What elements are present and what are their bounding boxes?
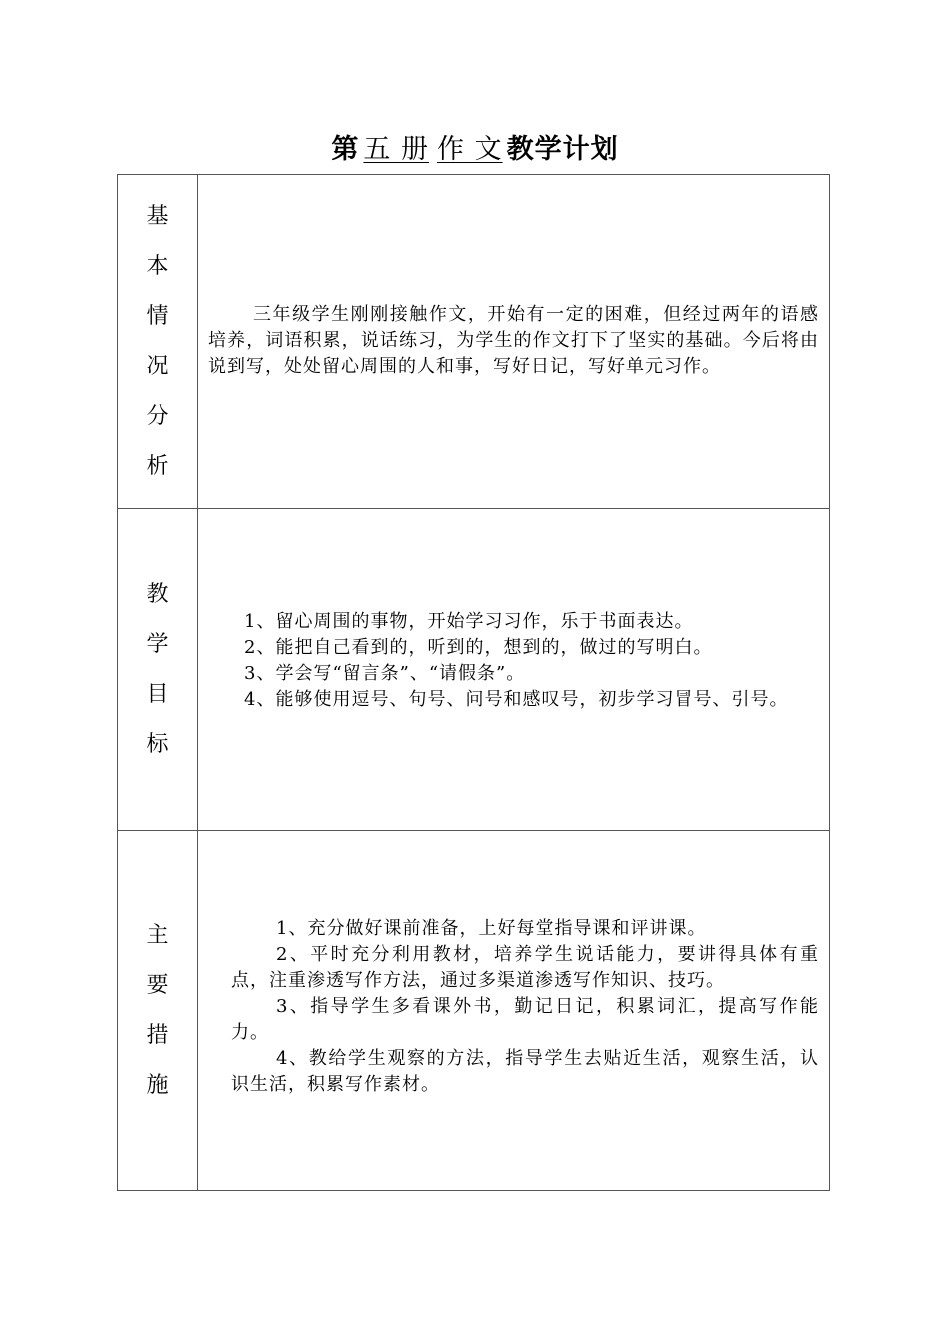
title-suffix: 教学计划 <box>506 134 619 165</box>
analysis-paragraph: 三年级学生刚刚接触作文，开始有一定的困难，但经过两年的语感培养，词语积累，说话练习，为学生的作文打下了坚实的基础。今后将由说到写，处处留心周围的人和事，写好日记，写好单元习作。 <box>208 303 819 377</box>
goals-list <box>208 609 819 713</box>
row-label: 主要措施 <box>146 922 169 1098</box>
measure-item: 2、平时充分利用教材，培养学生说话能力，要讲得具体有重点，注重渗透写作方法，通过多渠道渗透写作知识、技巧。 <box>231 943 819 991</box>
row-teaching-goals <box>118 509 830 831</box>
row-label-cell <box>118 509 198 831</box>
row-main-measures <box>118 831 830 1191</box>
row-situation-analysis <box>118 175 830 509</box>
title-subject: 作 文 <box>437 134 503 165</box>
goal-item: 4、能够使用逗号、句号、问号和感叹号，初步学习冒号、引号。 <box>244 688 789 710</box>
row-content-cell <box>198 831 830 1191</box>
goal-item: 3、学会写“留言条”、“请假条”。 <box>244 662 526 684</box>
measures-list <box>208 916 819 1098</box>
measure-item: 4、教给学生观察的方法，指导学生去贴近生活，观察生活，认识生活，积累写作素材。 <box>231 1047 819 1095</box>
title-volume: 五 册 <box>363 134 429 165</box>
goal-item: 2、能把自己看到的，听到的，想到的，做过的写明白。 <box>244 636 713 658</box>
goal-item: 1、留心周围的事物，开始学习习作，乐于书面表达。 <box>244 610 694 632</box>
row-label: 基本情况分析 <box>146 203 169 479</box>
row-label: 教学目标 <box>146 581 169 757</box>
plan-table <box>117 174 830 1191</box>
row-label-cell <box>118 175 198 509</box>
title-prefix: 第 <box>331 134 360 165</box>
measure-item: 3、指导学生多看课外书，勤记日记，积累词汇，提高写作能力。 <box>231 995 819 1043</box>
row-label-cell <box>118 831 198 1191</box>
measure-item: 1、充分做好课前准备，上好每堂指导课和评讲课。 <box>276 917 707 939</box>
row-content-cell <box>198 509 830 831</box>
row-content-cell <box>198 175 830 509</box>
page-title <box>0 130 950 170</box>
